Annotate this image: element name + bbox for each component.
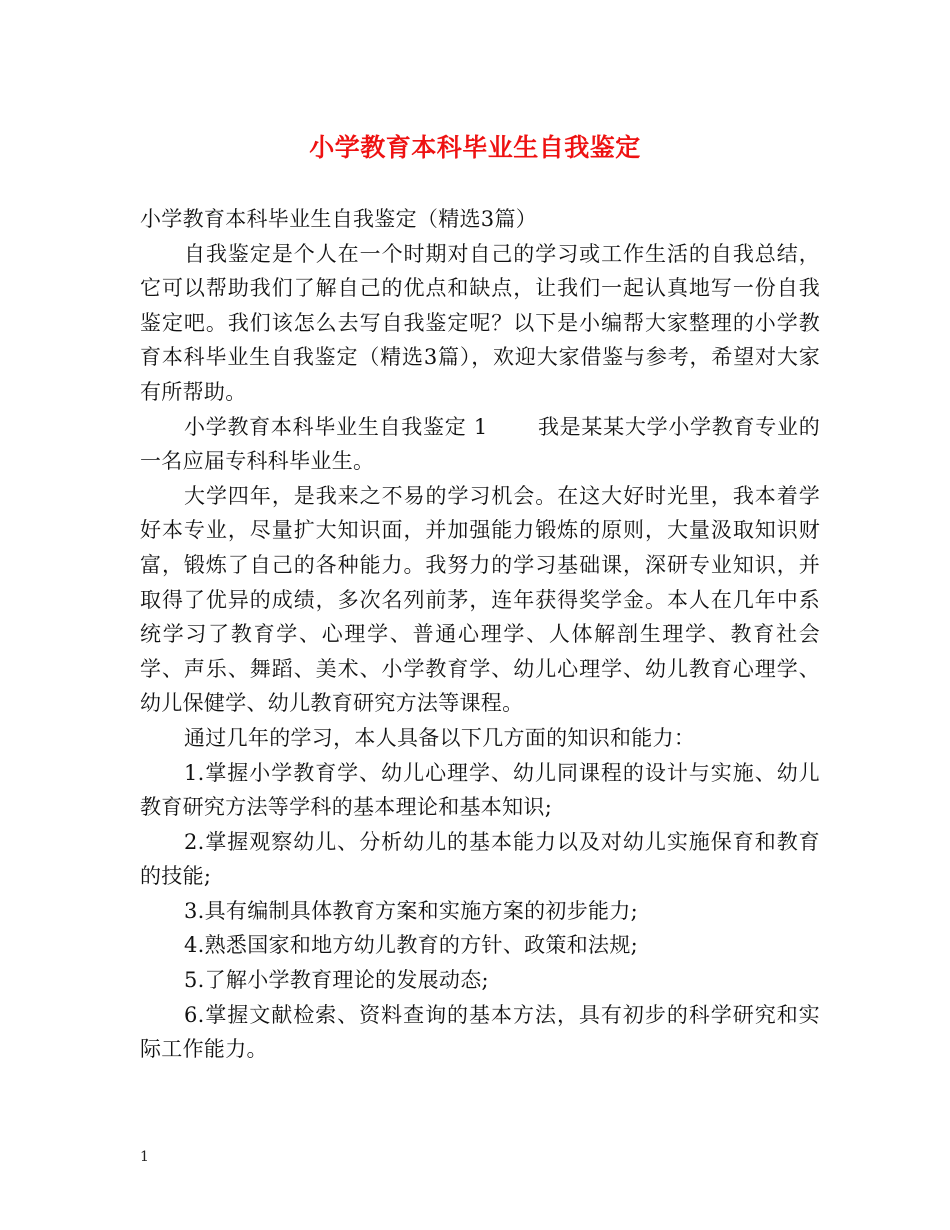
ability-item: 1.掌握小学教育学、幼儿心理学、幼儿同课程的设计与实施、幼儿教育研究方法等学科的基本理论和基本知识; xyxy=(140,760,820,820)
page-number: 1 xyxy=(140,1149,149,1165)
ability-item: 5.了解小学教育理论的发展动态; xyxy=(184,968,489,993)
section-heading: 小学教育本科毕业生自我鉴定 1 xyxy=(184,414,488,439)
ability-item: 6.掌握文献检索、资料查询的基本方法，具有初步的科学研究和实际工作能力。 xyxy=(140,1002,820,1062)
section-lead: 我是某某大学小学教育专业的一名应届专科科毕业生。 xyxy=(140,414,820,474)
ability-item: 3.具有编制具体教育方案和实施方案的初步能力; xyxy=(184,898,639,923)
document-subtitle: 小学教育本科毕业生自我鉴定（精选3篇） xyxy=(140,207,538,231)
section-heading-paragraph xyxy=(140,410,820,479)
abilities-intro-paragraph: 通过几年的学习，本人具备以下几方面的知识和能力： xyxy=(184,725,696,750)
intro-paragraph: 自我鉴定是个人在一个时期对自己的学习或工作生活的自我总结，它可以帮助我们了解自己的优点和缺点，让我们一起认真地写一份自我鉴定吧。我们该怎么去写自我鉴定呢？以下是小编帮大家整理的小学教育本科毕业生自我鉴定（精选3篇），欢迎大家借鉴与参考，希望对大家有所帮助。 xyxy=(140,241,820,404)
ability-item: 4.熟悉国家和地方幼儿教育的方针、政策和法规; xyxy=(184,933,639,958)
document-body xyxy=(140,202,820,1067)
document-title: 小学教育本科毕业生自我鉴定 xyxy=(309,133,641,162)
study-paragraph: 大学四年，是我来之不易的学习机会。在这大好时光里，我本着学好本专业，尽量扩大知识面，并加强能力锻炼的原则，大量汲取知识财富，锻炼了自己的各种能力。我努力的学习基础课，深研专业知识，并取得了优异的成绩，多次名列前茅，连年获得奖学金。本人在几年中系统学习了教育学、心理学、普通心理学、人体解剖生理学、教育社会学、声乐、舞蹈、美术、小学教育学、幼儿心理学、幼儿教育心理学、幼儿保健学、幼儿教育研究方法等课程。 xyxy=(140,483,820,716)
ability-item: 2.掌握观察幼儿、分析幼儿的基本能力以及对幼儿实施保育和教育的技能; xyxy=(140,829,820,889)
